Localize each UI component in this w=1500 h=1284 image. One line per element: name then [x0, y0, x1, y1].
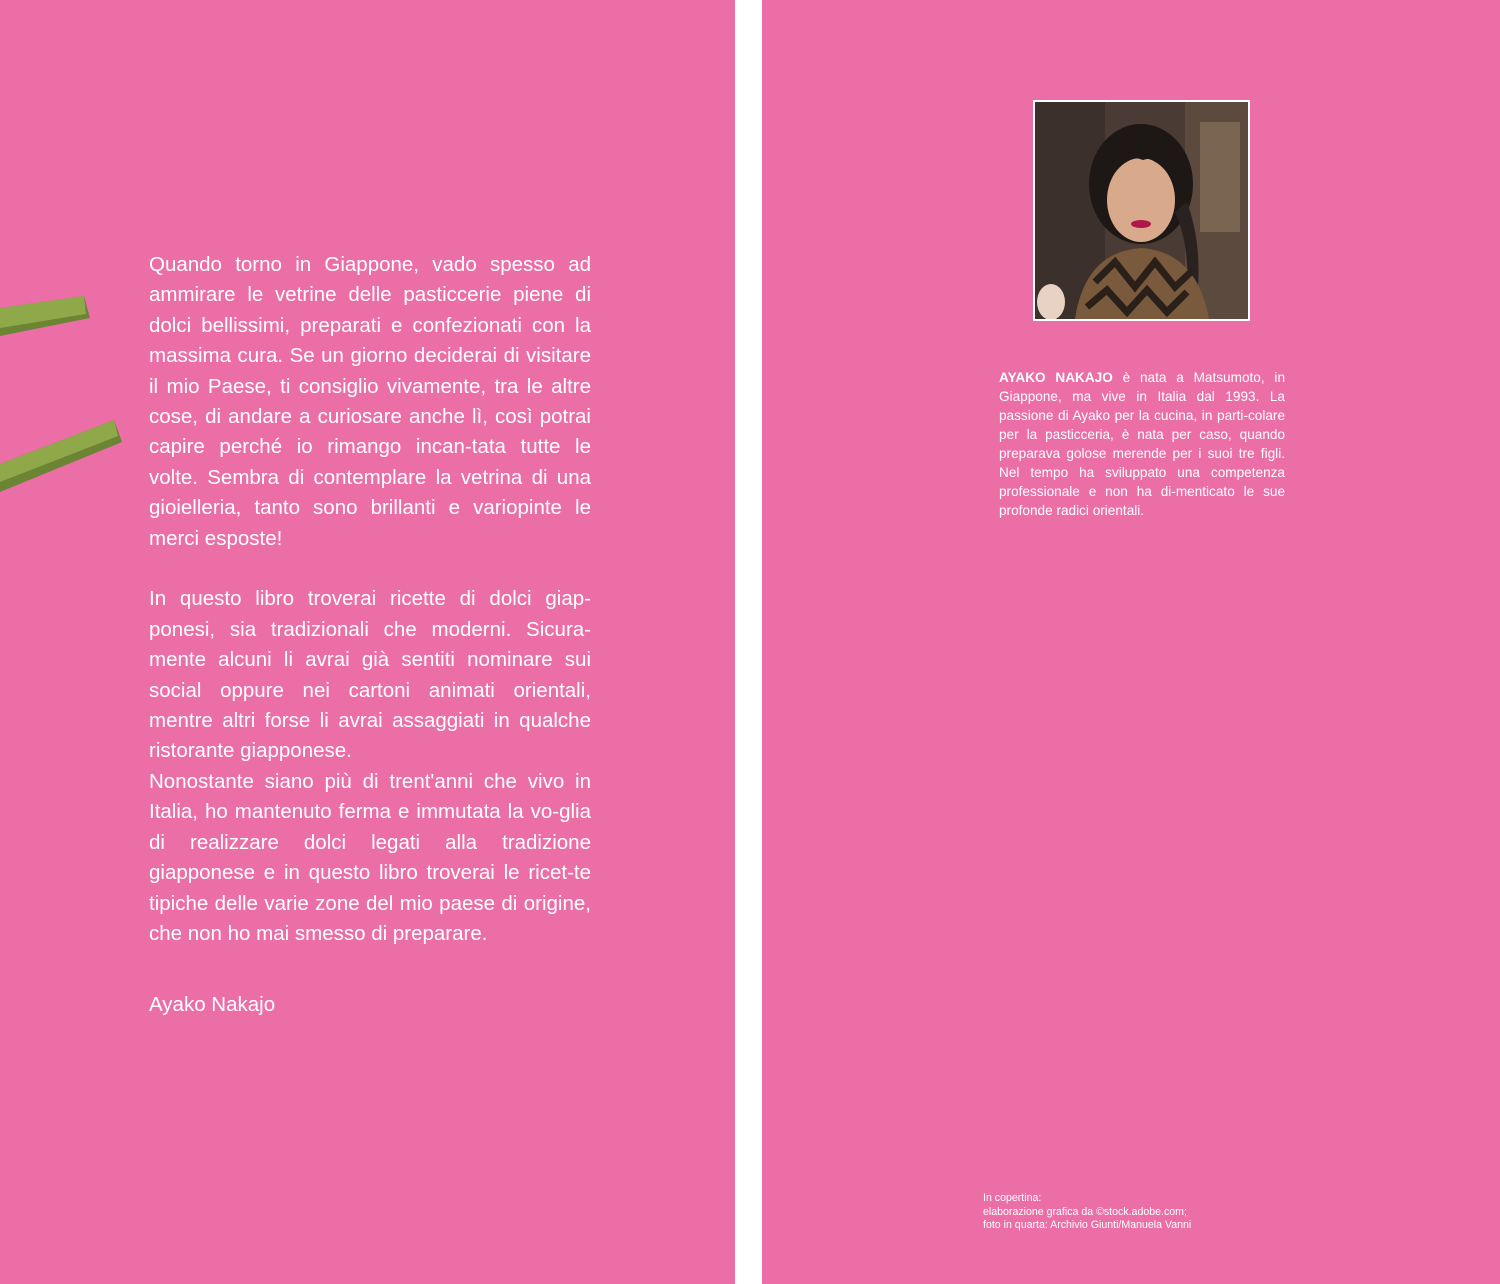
- author-name: AYAKO NAKAJO: [999, 370, 1113, 385]
- green-stick-decoration-top: [0, 290, 100, 350]
- author-bio-text: è nata a Matsumoto, in Giappone, ma vive in Italia dal 1993. La passione di Ayako per la cucina, in parti-colare per la pasticceria, è nata per caso, quando preparava golose merende per i suoi tre figli. Nel tempo ha sviluppato una competenza professionale e non ha di-menticato le sue profonde radici orientali.: [999, 370, 1286, 518]
- author-portrait-icon: [1035, 102, 1248, 319]
- back-cover-panel: [0, 0, 735, 1284]
- credits-line-1: In copertina:: [983, 1192, 1042, 1204]
- credits-line-3: foto in quarta: Archivio Giunti/Manuela Vanni: [983, 1219, 1192, 1231]
- image-credits: [983, 1192, 1283, 1233]
- green-stick-decoration-bottom: [0, 412, 130, 502]
- flap-panel: [762, 0, 1500, 1284]
- blurb-paragraph-1: Quando torno in Giappone, vado spesso ad ammirare le vetrine delle pasticcerie piene di dolci bellissimi, preparati e confezionati con la massima cura. Se un giorno deciderai di visitare il mio Paese, ti consiglio vivamente, tra le altre cose, di andare a curiosare anche lì, così potrai capire perché io rimango incan-tata tutte le volte. Sembra di contemplare la vetrina di una gioielleria, tanto sono brillanti e variopinte le merci esposte!: [149, 253, 591, 550]
- author-signature: Ayako Nakajo: [149, 993, 276, 1016]
- author-portrait-photo: [1033, 100, 1250, 321]
- back-cover-blurb: [149, 250, 591, 949]
- blurb-paragraph-2: In questo libro troverai ricette di dolci giap-ponesi, sia tradizionali che moderni. Sicura-mente alcuni li avrai già sentiti nominare sui social oppure nei cartoni animati orientali, mentre altri forse li avrai assaggiati in qualche ristorante giapponese.: [149, 587, 591, 763]
- author-bio: [999, 368, 1285, 520]
- credits-line-2: elaborazione grafica da ©stock.adobe.com;: [983, 1205, 1187, 1218]
- blurb-paragraph-3: Nonostante siano più di trent'anni che vivo in Italia, ho mantenuto ferma e immutata la vo-glia di realizzare dolci legati alla tradizione giapponese e in questo libro troverai le ricet-te tipiche delle varie zone del mio paese di origine, che non ho mai smesso di preparare.: [149, 769, 591, 945]
